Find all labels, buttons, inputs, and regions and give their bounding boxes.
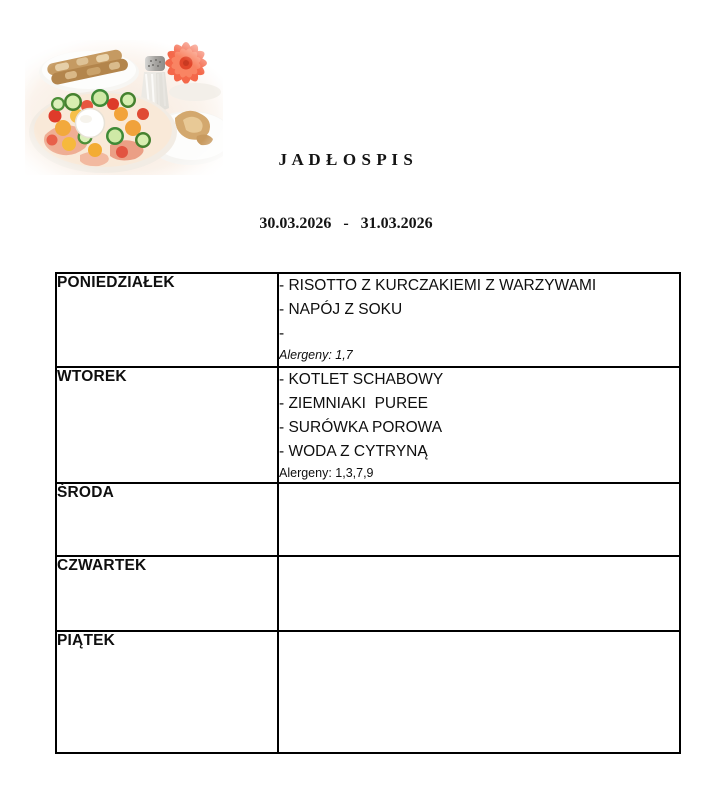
menu-items-cell [278, 631, 680, 753]
menu-item: - SURÓWKA POROWA [279, 419, 443, 436]
menu-item: - [279, 325, 285, 342]
menu-items-cell [278, 556, 680, 631]
table-row [56, 483, 680, 556]
day-cell: PONIEDZIAŁEK [56, 273, 278, 367]
date-range: 30.03.2026 - 31.03.2026 [259, 215, 433, 232]
menu-table-body [56, 273, 680, 753]
menu-items-cell [278, 483, 680, 556]
menu-item: - RISOTTO Z KURCZAKIEMI Z WARZYWAMI [279, 277, 597, 294]
day-cell: PIĄTEK [56, 631, 278, 753]
table-row [56, 367, 680, 483]
table-row [56, 556, 680, 631]
table-row [56, 273, 680, 367]
allergens-note: Alergeny: 1,3,7,9 [279, 466, 374, 480]
menu-table [55, 272, 681, 754]
table-row [56, 631, 680, 753]
day-cell: WTOREK [56, 367, 278, 483]
page-title: J A D Ł O S P I S [278, 150, 414, 169]
menu-item: - KOTLET SCHABOWY [279, 371, 444, 388]
day-cell: ŚRODA [56, 483, 278, 556]
allergens-note: Alergeny: 1,7 [279, 348, 353, 362]
menu-item: - ZIEMNIAKI PUREE [279, 395, 428, 412]
menu-items-cell [278, 273, 680, 367]
menu-item: - WODA Z CYTRYNĄ [279, 443, 428, 460]
menu-items-cell [278, 367, 680, 483]
menu-item: - NAPÓJ Z SOKU [279, 301, 403, 318]
day-cell: CZWARTEK [56, 556, 278, 631]
